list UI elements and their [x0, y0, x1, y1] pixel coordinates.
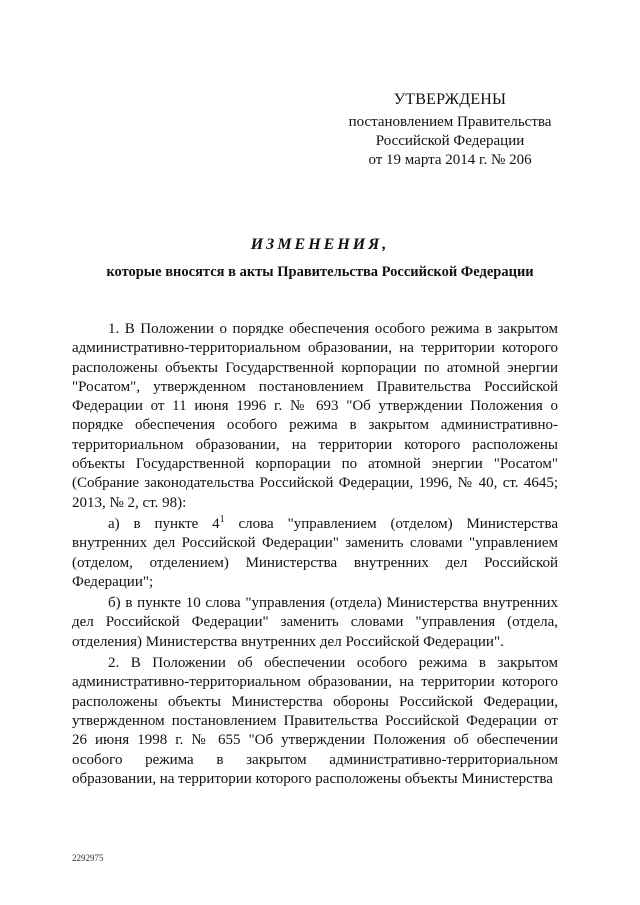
paragraph-2: 2. В Положении об обеспечении особого режима в закрытом административно-территориальном образовании, на территории которого расположены объекты Министерства обороны Российской Федерации, утвержденном постановлением Правительства Российской Федерации от 26 июня 1998 г. № 655 "Об утверждении Положения об обеспечении особого режима в закрытом административно-территориальном образовании, на территории которого расположены объекты Министерства [72, 655, 558, 787]
document-heading: ИЗМЕНЕНИЯ, [250, 236, 390, 253]
approval-line-3: от 19 марта 2014 г. № 206 [368, 152, 532, 168]
document-body [72, 320, 558, 791]
approval-title: УТВЕРЖДЕНЫ [393, 91, 507, 108]
footnote-superscript: 1 [219, 513, 225, 525]
approval-line-1: постановлением Правительства [348, 114, 552, 130]
paragraph-1b: б) в пункте 10 слова "управления (отдела) Министерства внутренних дел Российской Федерации" заменить словами "управления (отдела, отделения) Министерства внутренних дел Российской Федерации". [72, 595, 558, 650]
paragraph-1a-start: а) в пункте 4 [108, 515, 220, 532]
approval-block [330, 90, 570, 170]
document-subheading: которые вносятся в акты Правительства Российской Федерации [106, 264, 534, 280]
paragraph-1a-rest: слова "управлением (отделом) Министерства внутренних дел Российской Федерации" заменить словами "управлением (отделом, отделением) Министерства внутренних дел Российской Федерации"; [72, 515, 559, 590]
paragraph-1: 1. В Положении о порядке обеспечения особого режима в закрытом административно-территориальном образовании, на территории которого расположены объекты Государственной корпорации по атомной энергии "Росатом", утвержденном постановлением Правительства Российской Федерации от 11 июня 1996 г. № 693 "Об утверждении Положения о порядке обеспечения особого режима в закрытом административно-территориальном образовании, на территории которого расположены объекты Государственной корпорации по атомной энергии "Росатом" (Собрание законодательства Российской Федерации, 1996, № 40, ст. 4645; 2013, № 2, ст. 98): [72, 321, 558, 511]
approval-line-2: Российской Федерации [375, 133, 525, 149]
paragraph-1a [72, 515, 558, 592]
document-number: 2292975 [72, 853, 104, 863]
